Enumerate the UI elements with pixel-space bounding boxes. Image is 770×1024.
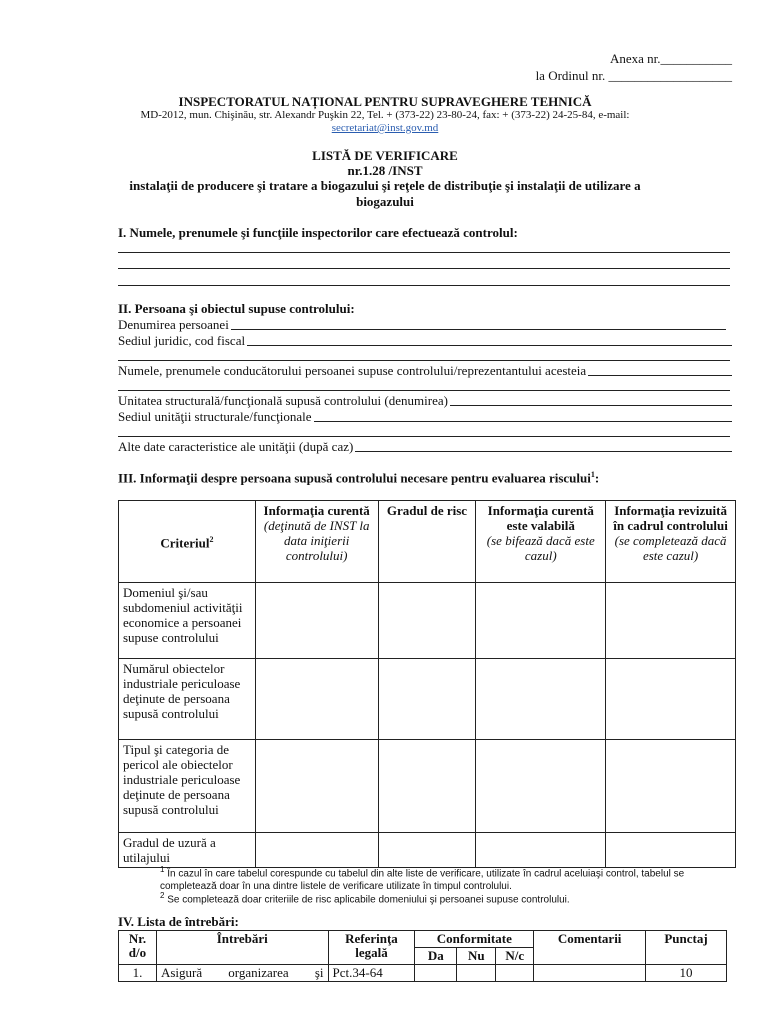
- blank-line: [118, 436, 730, 437]
- organization-name: INSPECTORATUL NAȚIONAL PENTRU SUPRAVEGHERE TEHNICĂ: [178, 94, 592, 109]
- heading-colon: :: [594, 470, 600, 486]
- column-header-nu: Nu: [457, 948, 496, 965]
- document-subject: instalaţii de producere şi tratare a biogazului şi reţele de distribuţie şi instalaţii de utilizare a biogazului: [129, 178, 641, 209]
- criterion-cell: Numărul obiectelor industriale periculoase deţinute de persoana supusă controlului: [119, 659, 256, 740]
- footnote-marker: 1: [160, 865, 165, 874]
- column-header-current-info: Informaţia curentă (deţinută de INST la data iniţierii controlului): [255, 501, 378, 583]
- section-1-heading: I. Numele, prenumele şi funcţiile inspectorilor care efectuează controlul:: [118, 225, 518, 240]
- column-header-conformity: Conformitate: [415, 931, 534, 948]
- column-header-nr: Nr. d/o: [119, 931, 157, 965]
- footnote-marker: 1: [590, 470, 595, 479]
- input-cell[interactable]: [255, 740, 378, 833]
- legal-reference: Pct.34-64: [328, 965, 415, 982]
- field-other-data: [118, 439, 732, 454]
- table-row: [119, 740, 736, 833]
- field-label: Sediul unităţii structurale/funcţionale: [118, 409, 312, 424]
- criterion-cell: Tipul şi categoria de pericol ale obiectelor industriale periculoase deţinute de persoana supusă controlului: [119, 740, 256, 833]
- row-number: 1.: [119, 965, 157, 982]
- address-text: MD-2012, mun. Chişinău, str. Alexandr Puşkin 22, Tel. + (373-22) 23-80-24, fax: + (373-22) 24-25-84, e-mail:: [140, 109, 630, 121]
- fill-line: [314, 421, 732, 422]
- fill-line: [588, 375, 732, 376]
- column-header-nc: N/c: [496, 948, 534, 965]
- annex-number: Anexa nr.___________: [609, 51, 732, 66]
- column-header-comments: Comentarii: [534, 931, 646, 965]
- table-row: [119, 659, 736, 740]
- section-4-heading: IV. Lista de întrebări:: [118, 914, 239, 929]
- column-header-questions: Întrebări: [156, 931, 328, 965]
- field-label: Sediul juridic, cod fiscal: [118, 333, 246, 348]
- document-number: nr.1.28 /INST: [347, 163, 423, 178]
- table-header-row: [119, 501, 736, 583]
- fill-line: [231, 329, 726, 330]
- column-header-criterion: Criteriul$^2$: [119, 501, 256, 583]
- question-text: Asigură organizarea şi: [156, 965, 328, 982]
- column-header-score: Punctaj: [646, 931, 727, 965]
- document-title: LISTĂ DE VERIFICARE: [312, 148, 458, 163]
- input-cell[interactable]: [255, 659, 378, 740]
- field-label: Alte date caracteristice ale unităţii (după caz): [118, 439, 354, 454]
- table-header-row: [119, 931, 727, 948]
- column-header-info-valid: Informaţia curentă este valabilă (se bifează dacă este cazul): [476, 501, 606, 583]
- field-structural-unit: [118, 393, 732, 408]
- field-label: Denumirea persoanei: [118, 317, 229, 332]
- column-header-risk-degree: Gradul de risc: [378, 501, 476, 583]
- field-manager-name: [118, 363, 732, 378]
- questions-table: [118, 930, 727, 982]
- field-unit-address: [118, 409, 732, 424]
- input-cell[interactable]: [476, 583, 606, 659]
- input-cell[interactable]: [255, 583, 378, 659]
- blank-line: [118, 252, 730, 253]
- field-company-name: [118, 317, 726, 332]
- footnote-2: [160, 889, 740, 906]
- risk-info-table: [118, 500, 736, 868]
- blank-line: [118, 360, 730, 361]
- input-cell[interactable]: [606, 740, 736, 833]
- blank-line: [118, 390, 730, 391]
- fill-line: [450, 405, 732, 406]
- section-3-heading-text: III. Informaţii despre persoana supusă controlului necesare pentru evaluarea riscului: [118, 470, 591, 486]
- input-cell[interactable]: [606, 659, 736, 740]
- score-cell: 10: [646, 965, 727, 982]
- email-link[interactable]: secretariat@inst.gov.md: [331, 122, 439, 134]
- checkbox-da[interactable]: [415, 965, 457, 982]
- footnote-text: În cazul în care tabelul corespunde cu tabelul din alte liste de verificare, utilizate în cadrul aceluiaşi control, tabelul se completează doar în una dintre listele de verificare utilizate în timpul controlului.: [160, 868, 685, 893]
- table-row: [119, 965, 727, 982]
- table-row: [119, 583, 736, 659]
- input-cell[interactable]: [476, 659, 606, 740]
- field-label: Unitatea structurală/funcţională supusă controlului (denumirea): [118, 393, 448, 408]
- blank-line: [118, 268, 730, 269]
- criterion-cell: Domeniul şi/sau subdomeniul activităţii economice a persoanei supuse controlului: [119, 583, 256, 659]
- input-cell[interactable]: [476, 740, 606, 833]
- organization-address: [0, 109, 770, 135]
- checkbox-nc[interactable]: [496, 965, 534, 982]
- blank-line: [118, 285, 730, 286]
- annex-reference: [536, 50, 732, 84]
- field-label: Numele, prenumele conducătorului persoanei supuse controlului/reprezentantului acesteia: [118, 363, 587, 378]
- section-2-heading: II. Persoana şi obiectul supuse controlului:: [118, 301, 355, 316]
- footnote-marker: 2: [160, 891, 165, 900]
- input-cell[interactable]: [606, 583, 736, 659]
- column-header-da: Da: [415, 948, 457, 965]
- input-cell[interactable]: [378, 740, 476, 833]
- column-header-revised-info: Informaţia revizuită în cadrul controlului (se completează dacă este cazul): [606, 501, 736, 583]
- comments-cell[interactable]: [534, 965, 646, 982]
- footnote-text: Se completează doar criteriile de risc aplicabile domeniului şi persoanei supuse controlului.: [167, 894, 570, 906]
- fill-line: [247, 345, 732, 346]
- criterion-cell: Gradul de uzură a utilajului: [119, 833, 256, 868]
- fill-line: [355, 451, 732, 452]
- field-legal-address: [118, 333, 732, 348]
- input-cell[interactable]: [378, 583, 476, 659]
- order-number: la Ordinul nr. ___________________: [535, 68, 732, 83]
- section-3-heading: [118, 470, 599, 486]
- checkbox-nu[interactable]: [457, 965, 496, 982]
- column-header-reference: Referinţa legală: [328, 931, 415, 965]
- input-cell[interactable]: [378, 659, 476, 740]
